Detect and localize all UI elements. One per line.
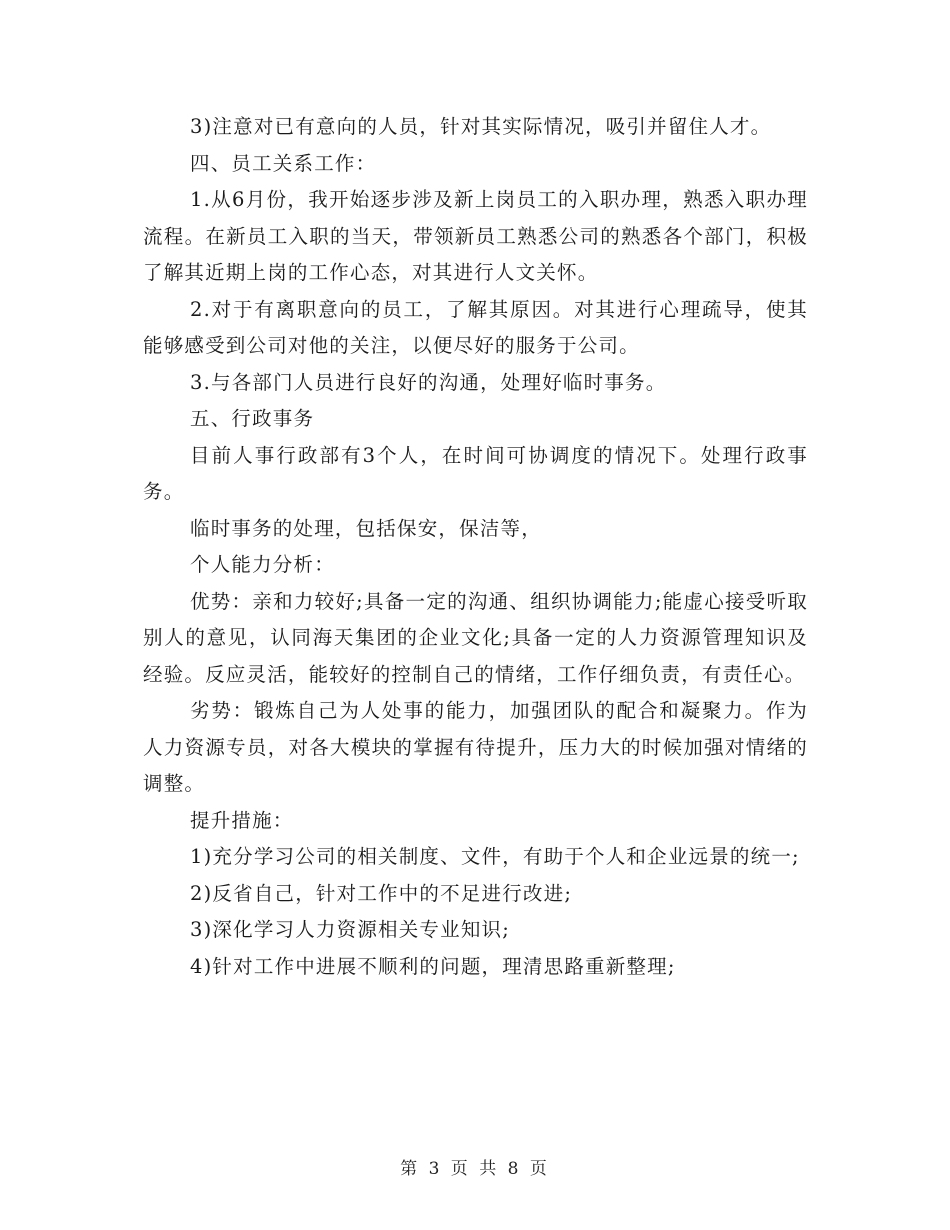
document-body (143, 109, 808, 985)
improvement-item-2: 2)反省自己，针对工作中的不足进行改进; (190, 881, 573, 905)
paragraph-7: 目前人事行政部有3个人，在时间可协调度的情况下。处理行政事务。 (143, 443, 808, 503)
section-heading-improvement: 提升措施： (190, 808, 294, 832)
paragraph-5: 3.与各部门人员进行良好的沟通，处理好临时事务。 (190, 370, 667, 394)
improvement-item-4: 4)针对工作中进展不顺利的问题，理清思路重新整理; (190, 954, 676, 978)
improvement-item-3: 3)深化学习人力资源相关专业知识; (190, 918, 510, 941)
section-heading-ability-analysis: 个人能力分析： (190, 553, 335, 576)
section-heading-employee-relations: 四、员工关系工作： (190, 151, 377, 175)
paragraph-1: 3)注意对已有意向的人员，针对其实际情况，吸引并留住人才。 (190, 115, 772, 138)
section-heading-admin-affairs: 五、行政事务 (190, 407, 315, 430)
improvement-item-1: 1)充分学习公司的相关制度、文件，有助于个人和企业远景的统一; (190, 845, 800, 868)
paragraph-4: 2.对于有离职意向的员工，了解其原因。对其进行心理疏导，使其能够感受到公司对他的关注，以便尽好的服务于公司。 (143, 297, 808, 357)
paragraph-3: 1.从6月份，我开始逐步涉及新上岗员工的入职办理，熟悉入职办理流程。在新员工入职的当天，带领新员工熟悉公司的熟悉各个部门，积极了解其近期上岗的工作心态，对其进行人文关怀。 (143, 188, 808, 284)
paragraph-strengths: 优势：亲和力较好;具备一定的沟通、组织协调能力;能虚心接受听取别人的意见，认同海天集团的企业文化;具备一定的人力资源管理知识及经验。反应灵活，能较好的控制自己的情绪，工作仔细负责，有责任心。 (143, 589, 808, 686)
page-footer: 第 3 页 共 8 页 (400, 1159, 550, 1179)
paragraph-8: 临时事务的处理，包括保安，保洁等， (190, 516, 542, 540)
paragraph-weaknesses: 劣势：锻炼自己为人处事的能力，加强团队的配合和凝聚力。作为人力资源专员，对各大模块的掌握有待提升，压力大的时候加强对情绪的调整。 (143, 699, 808, 795)
